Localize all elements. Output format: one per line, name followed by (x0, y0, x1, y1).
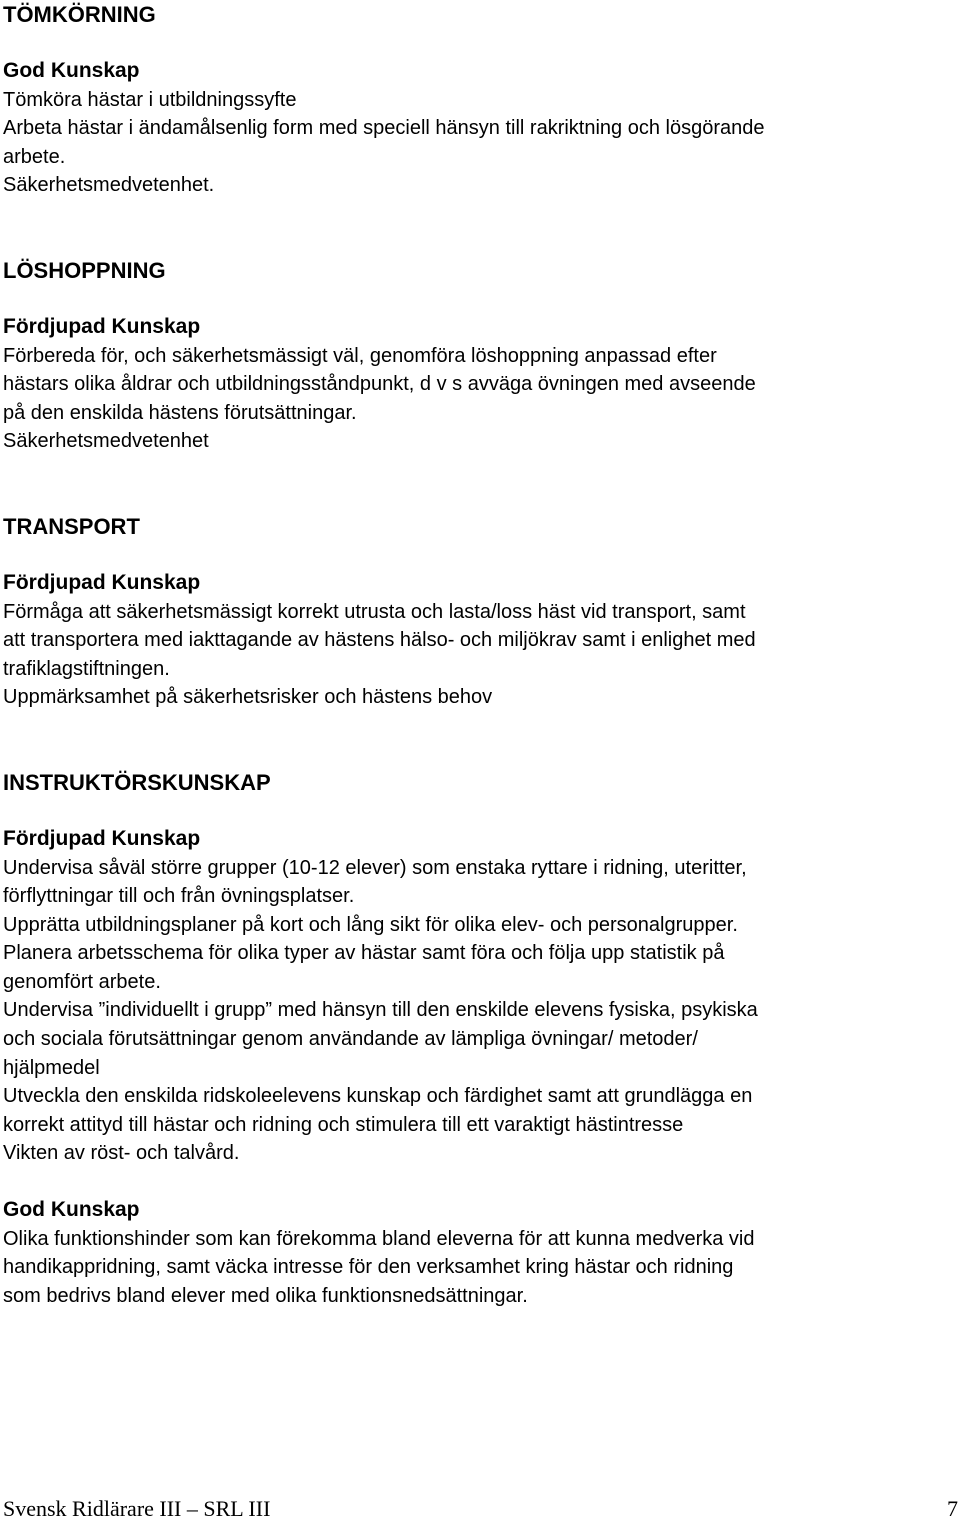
body-line: genomfört arbete. (3, 970, 161, 993)
section-title: INSTRUKTÖRSKUNSKAP (3, 769, 271, 795)
body-line: Undervisa såväl större grupper (10-12 elever) som enstaka ryttare i ridning, uteritter, (3, 856, 747, 879)
body-line: arbete. (3, 145, 66, 168)
body-line: Olika funktionshinder som kan förekomma bland eleverna för att kunna medverka vid (3, 1227, 755, 1250)
body-line: Utveckla den enskilda ridskoleelevens kunskap och färdighet samt att grundlägga en (3, 1085, 753, 1108)
section-instruktorskunskap (3, 768, 955, 1311)
page-number: 7 (947, 1496, 958, 1521)
body-line: på den enskilda hästens förutsättningar. (3, 401, 357, 424)
body-line: och sociala förutsättningar genom användande av lämpliga övningar/ metoder/ (3, 1028, 698, 1051)
body-line: Uppmärksamhet på säkerhetsrisker och hästens behov (3, 686, 493, 709)
body-line: Undervisa ”individuellt i grupp” med hänsyn till den enskilde elevens fysiska, psykiska (3, 999, 758, 1022)
section-title: TÖMKÖRNING (3, 2, 156, 27)
knowledge-level: Fördjupad Kunskap (3, 570, 201, 594)
body-line: Planera arbetsschema för olika typer av hästar samt föra och följa upp statistik på (3, 942, 725, 965)
section-loshoppning (3, 256, 955, 456)
body-line: hjälpmedel (3, 1056, 100, 1079)
body-line: Arbeta hästar i ändamålsenlig form med speciell hänsyn till rakriktning och lösgörande (3, 117, 765, 140)
document-page (3, 0, 955, 1310)
body-line: Upprätta utbildningsplaner på kort och lång sikt för olika elev- och personalgrupper. (3, 913, 738, 936)
page-footer (3, 1495, 960, 1523)
body-line: att transportera med iakttagande av hästens hälso- och miljökrav samt i enlighet med (3, 629, 756, 652)
section-transport (3, 512, 955, 712)
knowledge-level: Fördjupad Kunskap (3, 826, 201, 850)
footer-course-title: Svensk Ridlärare III – SRL III (3, 1496, 271, 1521)
body-line: handikappridning, samt väcka intresse för den verksamhet kring hästar och ridning (3, 1256, 734, 1279)
body-line: trafiklagstiftningen. (3, 657, 170, 680)
body-line: Förmåga att säkerhetsmässigt korrekt utrusta och lasta/loss häst vid transport, samt (3, 600, 746, 623)
body-line: korrekt attityd till hästar och ridning och stimulera till ett varaktigt hästintresse (3, 1113, 684, 1136)
body-line: Förbereda för, och säkerhetsmässigt väl, genomföra löshoppning anpassad efter (3, 344, 717, 367)
body-line: förflyttningar till och från övningsplatser. (3, 885, 355, 908)
section-tomkorning (3, 0, 955, 200)
body-line: Vikten av röst- och talvård. (3, 1142, 240, 1165)
body-line: hästars olika åldrar och utbildningsståndpunkt, d v s avväga övningen med avseende (3, 373, 756, 396)
body-line: som bedrivs bland elever med olika funktionsnedsättningar. (3, 1284, 528, 1307)
knowledge-level: Fördjupad Kunskap (3, 314, 201, 338)
knowledge-level: God Kunskap (3, 1198, 140, 1222)
knowledge-level: God Kunskap (3, 59, 140, 82)
body-line: Säkerhetsmedvetenhet (3, 430, 209, 453)
body-line: Tömköra hästar i utbildningssyfte (3, 88, 297, 111)
section-title: TRANSPORT (3, 513, 140, 539)
body-line: Säkerhetsmedvetenhet. (3, 174, 215, 197)
section-title: LÖSHOPPNING (3, 257, 166, 283)
